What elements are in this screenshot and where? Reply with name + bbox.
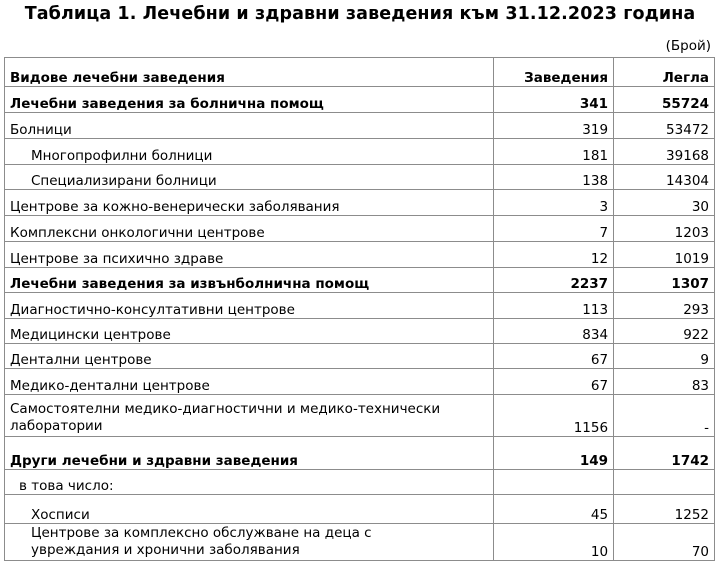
row-beds: 30	[614, 190, 715, 216]
header-beds: Легла	[614, 58, 715, 87]
table-row	[5, 165, 715, 190]
row-beds: 70	[614, 524, 715, 561]
table-row	[5, 495, 715, 524]
row-establishments: 7	[494, 216, 614, 242]
table-row	[5, 139, 715, 165]
page-title: Таблица 1. Лечебни и здравни заведения към 31.12.2023 година	[24, 4, 696, 24]
table-row	[5, 437, 715, 470]
row-establishments: 319	[494, 113, 614, 139]
row-establishments: 181	[494, 139, 614, 165]
row-label: Специализирани болници	[5, 165, 494, 190]
row-label: Дентални центрове	[5, 344, 494, 369]
table-row	[5, 216, 715, 242]
row-establishments: 2237	[494, 268, 614, 293]
row-label: Лечебни заведения за болнична помощ	[5, 87, 494, 113]
header-type: Видове лечебни заведения	[5, 58, 494, 87]
row-beds: 14304	[614, 165, 715, 190]
table-row	[5, 293, 715, 319]
row-label: Самостоятелни медико-диагностични и медико-технически лаборатории	[5, 395, 494, 437]
unit-label: (Брой)	[665, 38, 711, 54]
row-label: Многопрофилни болници	[5, 139, 494, 165]
row-beds: 1019	[614, 242, 715, 268]
table-header-row	[5, 58, 715, 87]
row-establishments: 1156	[494, 395, 614, 437]
table-row	[5, 369, 715, 395]
row-label: Центрове за психично здраве	[5, 242, 494, 268]
row-establishments: 67	[494, 369, 614, 395]
row-beds: 1252	[614, 495, 715, 524]
row-establishments: 149	[494, 437, 614, 470]
row-beds: 83	[614, 369, 715, 395]
row-label: Други лечебни и здравни заведения	[5, 437, 494, 470]
table-row	[5, 470, 715, 495]
facilities-table	[4, 57, 715, 561]
table-row	[5, 113, 715, 139]
row-establishments: 834	[494, 319, 614, 344]
table-row	[5, 344, 715, 369]
row-beds: 293	[614, 293, 715, 319]
row-beds: 53472	[614, 113, 715, 139]
header-establishments: Заведения	[494, 58, 614, 87]
row-establishments: 138	[494, 165, 614, 190]
table-row	[5, 242, 715, 268]
table-row	[5, 395, 715, 437]
row-establishments: 3	[494, 190, 614, 216]
table-row	[5, 524, 715, 561]
row-label: Центрове за комплексно обслужване на деца с увреждания и хронични заболявания	[5, 524, 494, 561]
row-label: Диагностично-консултативни центрове	[5, 293, 494, 319]
row-beds: 1742	[614, 437, 715, 470]
row-beds: -	[614, 395, 715, 437]
table-row	[5, 319, 715, 344]
row-establishments	[494, 470, 614, 495]
row-establishments: 113	[494, 293, 614, 319]
row-label: в това число:	[5, 470, 494, 495]
row-label: Хосписи	[5, 495, 494, 524]
row-beds	[614, 470, 715, 495]
table-row	[5, 190, 715, 216]
row-label: Центрове за кожно-венерически заболявания	[5, 190, 494, 216]
row-beds: 1307	[614, 268, 715, 293]
row-label: Комплексни онкологични центрове	[5, 216, 494, 242]
table-row	[5, 268, 715, 293]
row-beds: 55724	[614, 87, 715, 113]
row-establishments: 67	[494, 344, 614, 369]
row-label: Болници	[5, 113, 494, 139]
row-establishments: 45	[494, 495, 614, 524]
row-establishments: 341	[494, 87, 614, 113]
row-label: Лечебни заведения за извънболнична помощ	[5, 268, 494, 293]
row-beds: 9	[614, 344, 715, 369]
row-label: Медико-дентални центрове	[5, 369, 494, 395]
row-beds: 922	[614, 319, 715, 344]
row-label: Медицински центрове	[5, 319, 494, 344]
row-beds: 1203	[614, 216, 715, 242]
table-row	[5, 87, 715, 113]
row-establishments: 12	[494, 242, 614, 268]
row-establishments: 10	[494, 524, 614, 561]
row-beds: 39168	[614, 139, 715, 165]
